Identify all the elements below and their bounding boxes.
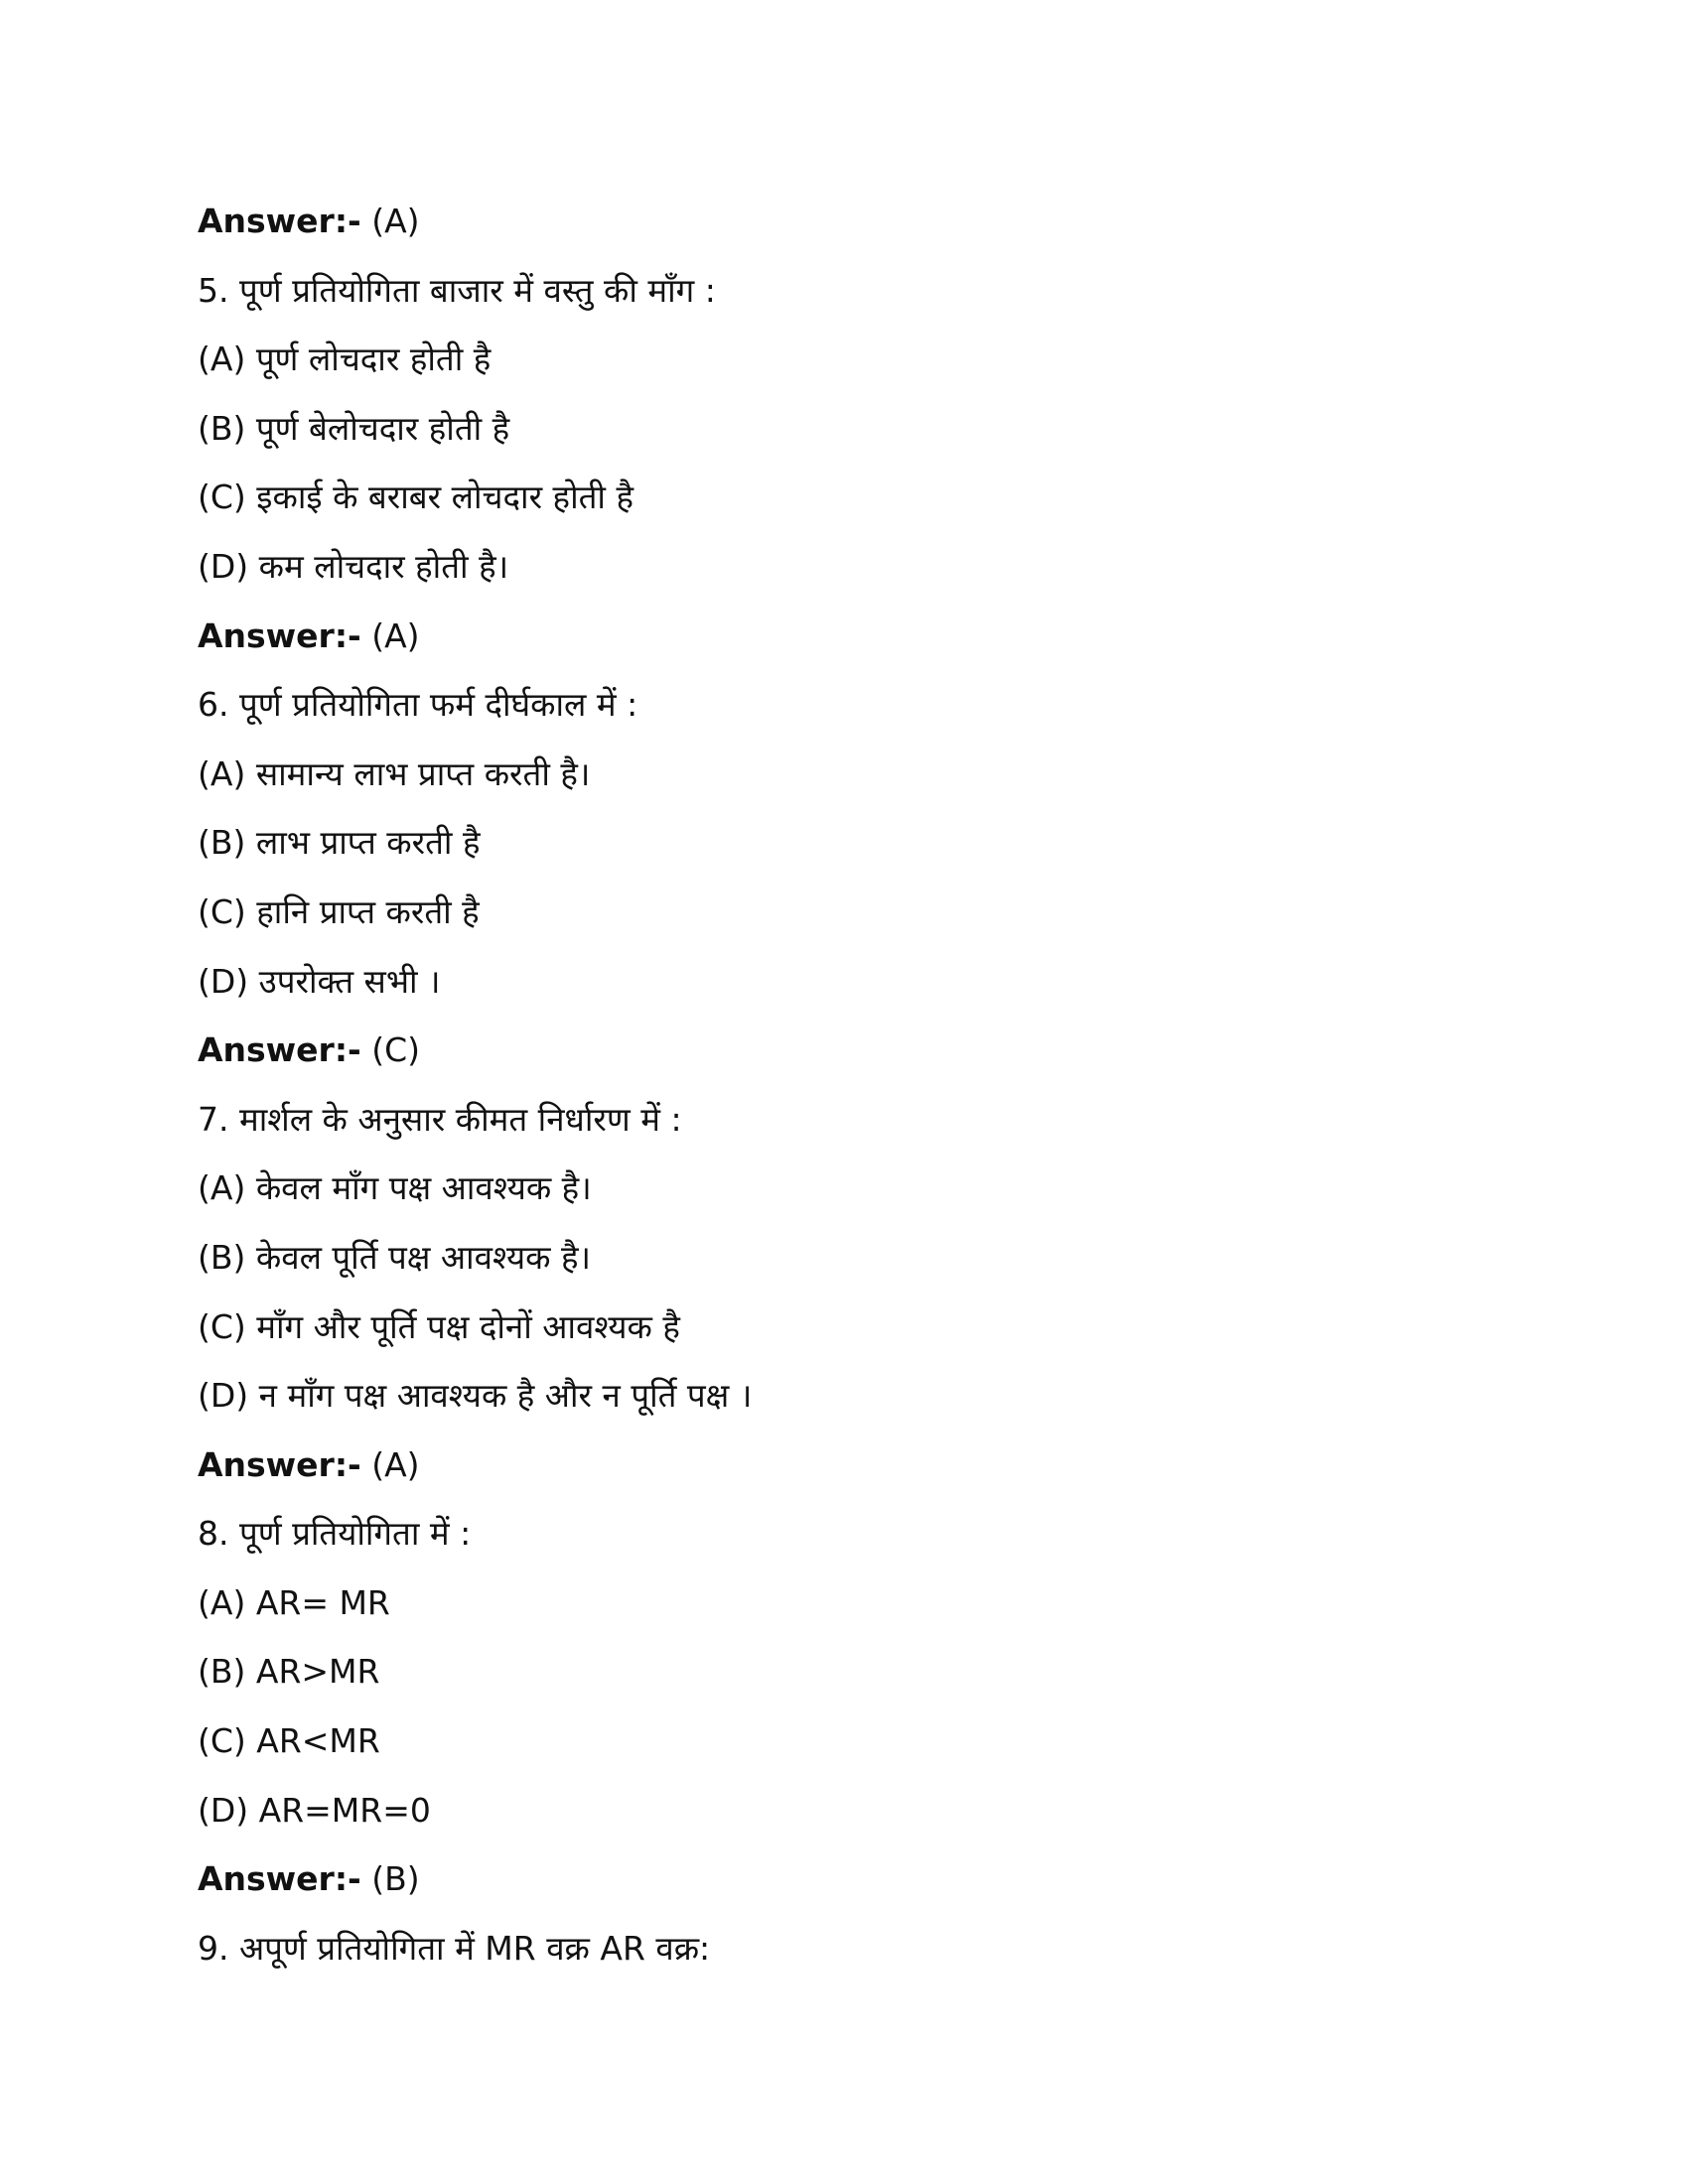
- question-list: [198, 197, 1488, 1992]
- question-text: 6. पूर्ण प्रतियोगिता फर्म दीर्घकाल में :: [198, 685, 638, 725]
- option-text: (C) इकाई के बराबर लोचदार होती है: [198, 478, 633, 517]
- answer-line: [198, 197, 1488, 266]
- option-text: (D) न माँग पक्ष आवश्यक है और न पूर्ति पक्ष ।: [198, 1376, 753, 1416]
- answer-value: (C): [360, 1030, 420, 1070]
- answer-line: [198, 1440, 1488, 1510]
- option-text: (B) लाभ प्राप्त करती है: [198, 823, 481, 863]
- option-text: (D) कम लोचदार होती है।: [198, 546, 509, 586]
- option-text: (A) AR= MR: [198, 1582, 390, 1622]
- answer-label: Answer:-: [198, 1030, 361, 1070]
- option-text: (C) माँग और पूर्ति पक्ष दोनों आवश्यक है: [198, 1306, 680, 1346]
- answer-value: (A): [360, 202, 420, 240]
- answer-line: [198, 1854, 1488, 1924]
- question-text: 7. मार्शल के अनुसार कीमत निर्धारण में :: [198, 1099, 682, 1139]
- answer-label: Answer:-: [198, 1859, 361, 1899]
- answer-line: [198, 612, 1488, 681]
- option-text: (D) AR=MR=0: [198, 1790, 431, 1830]
- option-text: (B) AR>MR: [198, 1652, 380, 1692]
- answer-label: Answer:-: [198, 202, 361, 240]
- option-text: (A) केवल माँग पक्ष आवश्यक है।: [198, 1168, 592, 1208]
- option-text: (D) उपरोक्त सभी ।: [198, 961, 441, 1001]
- answer-label: Answer:-: [198, 1444, 361, 1484]
- answer-label: Answer:-: [198, 615, 361, 655]
- answer-line: [198, 1025, 1488, 1095]
- option-text: (B) पूर्ण बेलोचदार होती है: [198, 408, 510, 448]
- answer-value: (A): [360, 1444, 420, 1484]
- answer-value: (B): [360, 1859, 420, 1899]
- question-text: 8. पूर्ण प्रतियोगिता में :: [198, 1514, 472, 1554]
- option-text: (C) हानि प्राप्त करती है: [198, 891, 480, 931]
- option-text: (B) केवल पूर्ति पक्ष आवश्यक है।: [198, 1237, 592, 1277]
- question-text: 5. पूर्ण प्रतियोगिता बाजार में वस्तु की माँग :: [198, 270, 716, 310]
- question-text: 9. अपूर्ण प्रतियोगिता में MR वक्र AR वक्र:: [198, 1928, 711, 1968]
- answer-value: (A): [360, 615, 420, 655]
- option-text: (C) AR<MR: [198, 1721, 380, 1761]
- option-text: (A) सामान्य लाभ प्राप्त करती है।: [198, 753, 591, 793]
- option-text: (A) पूर्ण लोचदार होती है: [198, 340, 492, 379]
